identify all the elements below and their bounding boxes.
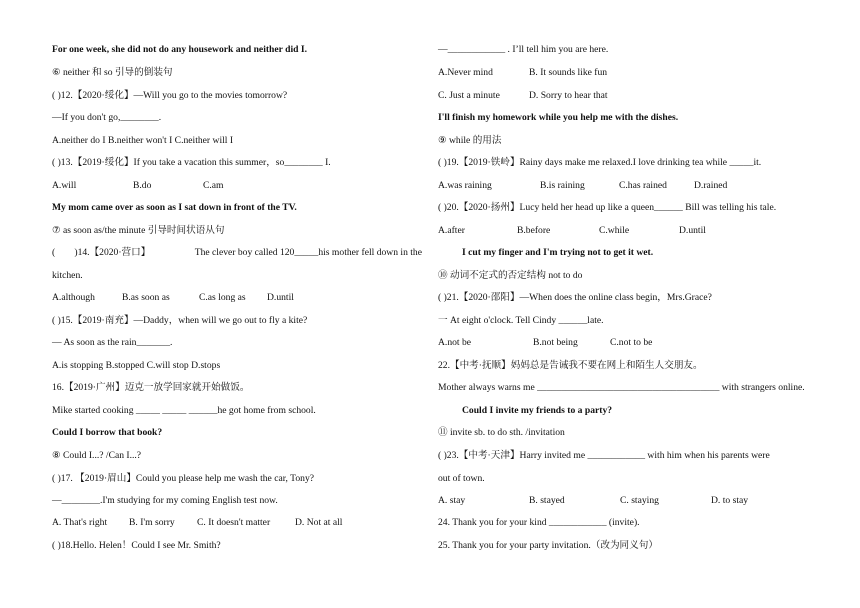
option-c: C.has rained [619,180,667,191]
option-d: D. to stay [711,495,749,506]
question-15-options: A.is stopping B.stopped C.will stop D.stops [52,360,221,371]
question-18-dialogue: —____________ . I’ll tell him you are here. [438,44,609,55]
option-a: A.Never mind [438,67,493,78]
question-20: ( )20.【2020·扬州】Lucy held her head up like a queen______ Bill was telling his tale. [438,202,777,213]
option-c: C.am [203,180,224,191]
question-14-options [52,292,294,304]
question-21-options [438,337,652,349]
option-d: D.until [679,225,706,236]
question-16: 16.【2019·广州】迈克一放学回家就开始做饭。 [52,382,250,393]
grammar-point-heading: ⑥ neither 和 so 引导的倒装句 [52,67,173,78]
option-d: D. Sorry to hear that [529,90,608,101]
example-sentence: Could I invite my friends to a party? [462,405,613,416]
example-sentence: I'll finish my homework while you help me with the dishes. [438,112,679,123]
option-b: B. stayed [529,495,565,506]
question-23: ( )23.【中考·天津】Harry invited me ____________ with him when his parents were [438,450,770,461]
grammar-point-heading: ⑪ invite sb. to do sth. /invitation [438,427,565,438]
option-a: A.although [52,292,95,303]
option-d: D.rained [694,180,728,191]
question-17-options [52,517,342,529]
question-23-continued: out of town. [438,473,485,484]
question-19: ( )19.【2019·铁岭】Rainy days make me relaxed.I love drinking tea while _____it. [438,157,762,168]
question-17: ( )17. 【2019·眉山】Could you please help me wash the car, Tony? [52,473,315,484]
question-12: ( )12.【2020·绥化】—Will you go to the movies tomorrow? [52,90,288,101]
option-b: B. It sounds like fun [529,67,608,78]
question-18: ( )18.Hello. Helen！Could I see Mr. Smith? [52,540,221,551]
option-b: B.is raining [540,180,585,191]
question-14-continued: kitchen. [52,270,83,281]
option-c: C.not to be [610,337,653,348]
example-sentence: For one week, she did not do any housework and neither did I. [52,44,307,55]
option-b: B.do [133,180,152,191]
grammar-point-heading: ⑩ 动词不定式的否定结构 not to do [438,270,583,281]
question-20-options [438,225,706,237]
option-c: C. staying [620,495,659,506]
option-a: A.after [438,225,465,236]
option-a: A. stay [438,495,466,506]
question-12-dialogue: —If you don't go,________. [52,112,162,123]
question-21: ( )21.【2020·邵阳】—When does the online class begin，Mrs.Grace? [438,292,712,303]
question-13: ( )13.【2019·绥化】If you take a vacation this summer，so________ I. [52,157,331,168]
option-c: C. Just a minute [438,90,500,101]
question-24: 24. Thank you for your kind ____________ (invite). [438,517,640,528]
question-15: ( )15.【2019·南充】—Daddy，when will we go out to fly a kite? [52,315,308,326]
option-a: A.will [52,180,77,191]
option-b: B. I'm sorry [129,517,175,528]
question-14-source: ( )14.【2020·营口】 [52,247,151,258]
question-13-options [52,180,224,192]
question-15-dialogue: — As soon as the rain_______. [52,337,173,348]
question-18-options-ab [438,67,607,79]
option-d: D.until [267,292,294,303]
grammar-point-heading: ⑨ while 的用法 [438,135,502,146]
option-c: C.while [599,225,630,236]
grammar-point-heading: ⑧ Could I...? /Can I...? [52,450,142,461]
option-a: A.was raining [438,180,492,191]
question-23-options [438,495,748,507]
question-22-sentence: Mother always warns me ______________________________________ with strangers online. [438,382,805,393]
question-14 [52,247,422,259]
question-21-dialogue: 一 At eight o'clock. Tell Cindy ______late. [438,315,604,326]
option-c: C. It doesn't matter [197,517,271,528]
example-sentence: My mom came over as soon as I sat down in front of the TV. [52,202,297,213]
option-a: A.not be [438,337,472,348]
option-b: B.not being [533,337,578,348]
option-c: C.as long as [199,292,246,303]
question-19-options [438,180,727,192]
question-12-options: A.neither do I B.neither won't I C.neither will I [52,135,234,146]
question-14-stem: The clever boy called 120_____his mother fell down in the [194,247,422,258]
option-b: B.before [517,225,551,236]
option-a: A. That's right [52,517,108,528]
question-18-options-cd [438,90,608,102]
question-22: 22.【中考·抚顺】妈妈总是告诫我不要在网上和陌生人交朋友。 [438,360,703,371]
option-b: B.as soon as [122,292,170,303]
grammar-point-heading: ⑦ as soon as/the minute 引导时间状语从句 [52,225,225,236]
question-16-sentence: Mike started cooking _____ _____ ______he got home from school. [52,405,316,416]
example-sentence: Could I borrow that book? [52,427,163,438]
question-25: 25. Thank you for your party invitation.（改为同义句） [438,540,658,551]
option-d: D. Not at all [295,517,343,528]
question-17-dialogue: —________.I'm studying for my coming English test now. [52,495,278,506]
example-sentence: I cut my finger and I'm trying not to get it wet. [462,247,654,258]
